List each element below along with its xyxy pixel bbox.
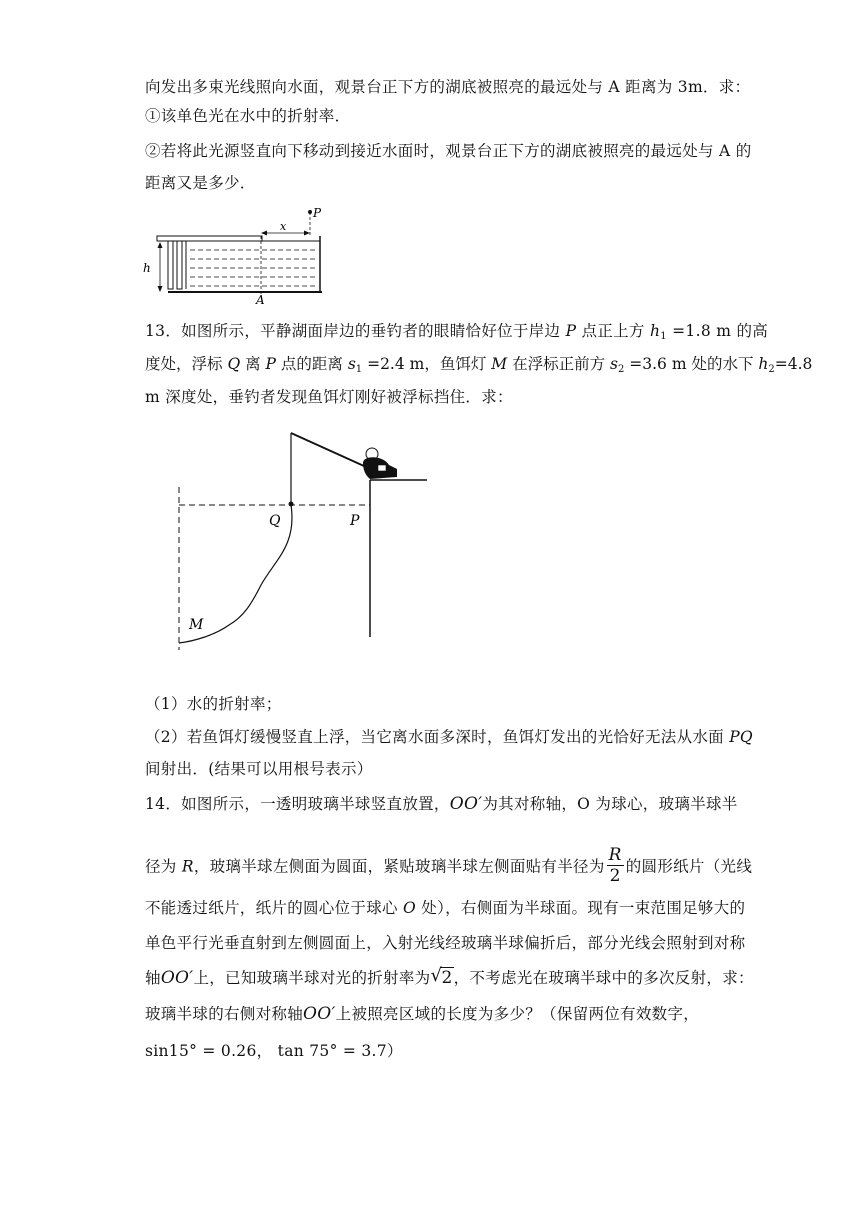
- q13-label-m: M: [189, 617, 204, 633]
- q14-line3: 不能透过纸片，纸片的圆心位于球心 O 处），右侧面为半球面。现有一束范围足够大的: [145, 899, 746, 917]
- fisherman-icon: [363, 448, 397, 479]
- q14-line2: 径为 R，玻璃半球左侧面为圆面，紧贴玻璃半球左侧面贴有半径为 $\frac{R}{2}$ 的圆形纸片（光线: [145, 845, 753, 886]
- q12-label-a: A: [256, 293, 265, 305]
- sqrt-2: √ 2: [430, 965, 453, 988]
- q13-line1: 13．如图所示，平静湖面岸边的垂钓者的眼睛恰好位于岸边 P 点正上方 $h_1 =1.8$ m 的高: [145, 322, 769, 342]
- q12-label-h: h: [143, 261, 151, 275]
- q12-label-x: x: [280, 220, 287, 233]
- q13-line3: m 深度处，垂钓者发现鱼饵灯刚好被浮标挡住．求：: [145, 388, 513, 406]
- fraction-r-over-2: $\frac{R}{2}$: [608, 845, 622, 886]
- q13-figure: [165, 425, 440, 665]
- q12-label-p: P: [313, 206, 322, 220]
- q12-sub2-a: ②若将此光源竖直向下移动到接近水面时，观景台正下方的湖底被照亮的最远处与 A 的: [145, 142, 752, 160]
- q14-line5: 轴OO′上，已知玻璃半球对光的折射率为 √ 2，不考虑光在玻璃半球中的多次反射，求：: [145, 965, 754, 988]
- q14-line6: 玻璃半球的右侧对称轴OO′上被照亮区域的长度为多少？（保留两位有效数字，: [145, 1004, 700, 1024]
- q13-ask2-a: （2）若鱼饵灯缓慢竖直上浮，当它离水面多深时，鱼饵灯发出的光恰好无法从水面 PQ: [145, 728, 753, 746]
- q14-line7: sin15° = 0.26， tan 75° = 3.7）: [145, 1042, 403, 1060]
- q13-line2: 度处，浮标 Q 离 P 点的距离 $s_1 =2.4$ m，鱼饵灯 M 在浮标正前方 $s_2 =3.6$ m 处的水下 $h_2=4.8$: [145, 355, 813, 375]
- q14-line4: 单色平行光垂直射到左侧圆面上，入射光线经玻璃半球偏折后，部分光线会照射到对称: [145, 934, 746, 952]
- q12-sub2-b: 距离又是多少．: [145, 174, 256, 192]
- q13-ask2-b: 间射出．(结果可以用根号表示）: [145, 760, 373, 778]
- q13-label-q: Q: [269, 513, 281, 529]
- q12-sub1: ①该单色光在水中的折射率．: [145, 107, 351, 125]
- q13-label-p: P: [350, 513, 360, 529]
- q12-figure: [140, 200, 340, 305]
- q12-line1: 向发出多束光线照向水面，观景台正下方的湖底被照亮的最远处与 A 距离为 3m．求：: [145, 78, 751, 96]
- q13-ask1: （1）水的折射率；: [145, 695, 282, 713]
- q14-line1: 14．如图所示，一透明玻璃半球竖直放置，OO′为其对称轴，O 为球心，玻璃半球半: [145, 794, 738, 814]
